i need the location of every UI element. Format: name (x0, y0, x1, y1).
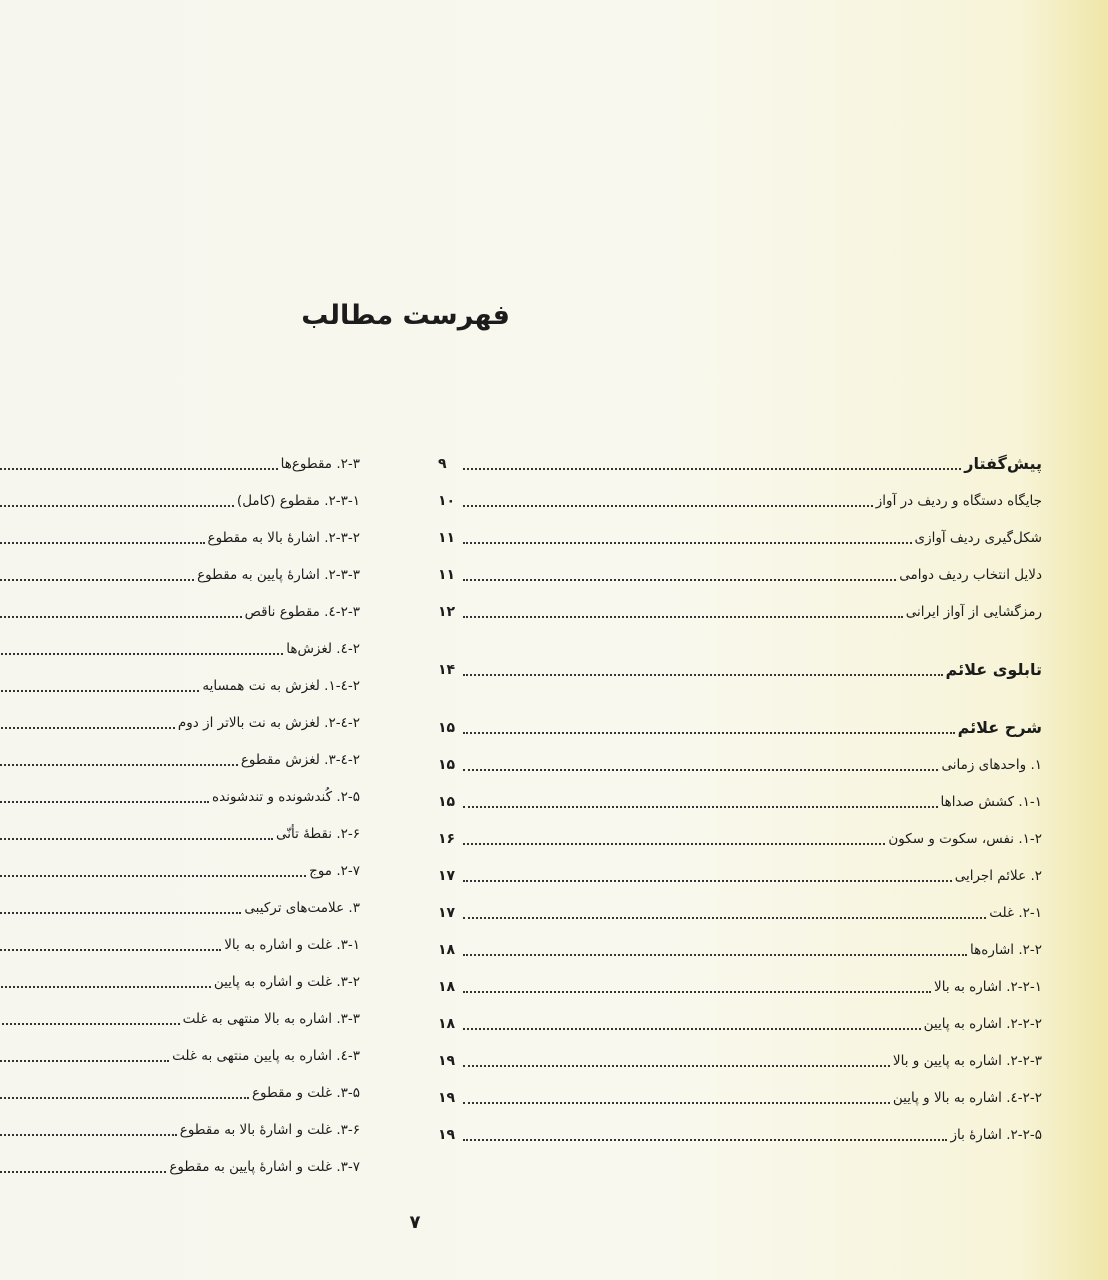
dot-leader (0, 616, 242, 618)
toc-entry-title: ۲-۵. کُندشونده و تندشونده (212, 788, 360, 805)
toc-entry (438, 556, 1042, 593)
dot-leader (463, 1028, 921, 1030)
toc-entry-page: ۱۴ (438, 661, 456, 678)
dot-leader (0, 986, 211, 988)
toc-entry (0, 926, 360, 963)
toc-entry-page: ۱۶ (438, 830, 456, 847)
toc-entry-title: ۳-٤. اشاره به پایین منتهی به غلت (172, 1047, 360, 1064)
toc-entry-title: ۲. علائم اجرایی (954, 867, 1042, 884)
toc-entry (0, 963, 360, 1000)
toc-entry (0, 556, 360, 593)
toc-entry-page: ۱۹ (438, 1089, 456, 1106)
toc-entry-title: شرح علائم (957, 718, 1042, 737)
toc-entry-page: ۱۵ (438, 719, 456, 736)
toc-entry-title: ۱-۲. نفس، سکوت و سکون (888, 830, 1042, 847)
dot-leader (0, 542, 205, 544)
toc-entry-title: ۲-۶. نقطهٔ تأنّی (275, 825, 360, 842)
toc-entry (0, 667, 360, 704)
toc-entry (438, 783, 1042, 820)
toc-entry-title: ۲-۷. موج (309, 862, 360, 879)
dot-leader (463, 991, 931, 993)
toc-entry (0, 1000, 360, 1037)
dot-leader (0, 690, 199, 692)
toc-entry (438, 1079, 1042, 1116)
toc-entry (0, 889, 360, 926)
dot-leader (0, 912, 241, 914)
dot-leader (463, 468, 961, 470)
toc-entry-page: ۹ (438, 455, 447, 472)
toc-entry (438, 519, 1042, 556)
toc-entry (0, 482, 360, 519)
toc-entry-title: ۲-٤-۲. لغزش به نت بالاتر از دوم (177, 714, 360, 731)
dot-leader (463, 542, 912, 544)
dot-leader (463, 1102, 890, 1104)
toc-left-column (0, 445, 360, 1185)
toc-entry (0, 1037, 360, 1074)
toc-entry (0, 852, 360, 889)
toc-entry (0, 778, 360, 815)
toc-entry (0, 519, 360, 556)
dot-leader (463, 806, 938, 808)
toc-entry (438, 857, 1042, 894)
toc-entry-title: جایگاه دستگاه و ردیف در آواز (875, 492, 1042, 509)
dot-leader (0, 1097, 249, 1099)
toc-entry-page: ۱۱ (438, 566, 456, 583)
toc-entry (0, 815, 360, 852)
toc-entry-title: رمزگشایی از آواز ایرانی (905, 603, 1042, 620)
toc-entry-title: ۲-٤-۳. لغزش مقطوع (240, 751, 360, 768)
toc-entry-title: ۳-۵. غلت و مقطوع (251, 1084, 360, 1101)
toc-entry (0, 593, 360, 630)
page-number: ۷ (409, 1212, 421, 1233)
toc-entry (0, 741, 360, 778)
toc-entry-title: ۳-۱. غلت و اشاره به بالا (224, 936, 360, 953)
dot-leader (0, 949, 221, 951)
dot-leader (0, 505, 234, 507)
toc-entry (0, 1111, 360, 1148)
toc-entry (438, 746, 1042, 783)
toc-entry-page: ۱۹ (438, 1126, 456, 1143)
toc-entry-title: ۲-۲. اشاره‌ها (970, 941, 1042, 958)
dot-leader (0, 1134, 177, 1136)
toc-entry (0, 1074, 360, 1111)
dot-leader (0, 1060, 169, 1062)
toc-entry-title: پیش‌گفتار (964, 454, 1042, 473)
dot-leader (0, 1171, 166, 1173)
dot-leader (463, 1065, 890, 1067)
toc-entry (438, 931, 1042, 968)
toc-entry-title: دلایل انتخاب ردیف دوامی (899, 566, 1042, 583)
dot-leader (0, 1023, 180, 1025)
dot-leader (0, 579, 194, 581)
toc-entry-title: ۳-۳. اشاره به بالا منتهی به غلت (182, 1010, 360, 1027)
dot-leader (463, 880, 952, 882)
toc-entry-title: ۲-۲-۱. اشاره به بالا (934, 978, 1042, 995)
dot-leader (0, 468, 278, 470)
toc-entry-title: ۲-۳. مقطوع‌ها (280, 455, 360, 472)
toc-entry-title: ۳-۶. غلت و اشارهٔ بالا به مقطوع (179, 1121, 360, 1138)
dot-leader (463, 579, 896, 581)
toc-entry-title: ۱. واحدهای زمانی (941, 756, 1042, 773)
toc-entry-page: ۱۱ (438, 529, 456, 546)
toc-entry-title: ۱-۱. کشش صداها (940, 793, 1042, 810)
toc-entry-title: ۲-۲-٤. اشاره به بالا و پایین (892, 1089, 1042, 1106)
toc-entry-title: ۲-۲-۳. اشاره به پایین و بالا (892, 1052, 1042, 1069)
toc-entry-page: ۱۹ (438, 1052, 456, 1069)
toc-entry (438, 445, 1042, 482)
toc-entry-page: ۱۲ (438, 603, 456, 620)
toc-entry-page: ۱۰ (438, 492, 456, 509)
dot-leader (463, 674, 943, 676)
toc-entry (438, 709, 1042, 746)
toc-entry-title: ۳-۷. غلت و اشارهٔ پایین به مقطوع (169, 1158, 360, 1175)
toc-entry-title: ۲-۳-۳. اشارهٔ پایین به مقطوع (197, 566, 360, 583)
dot-leader (463, 616, 903, 618)
dot-leader (463, 505, 873, 507)
page-title: فهرست مطالب (301, 300, 510, 331)
dot-leader (0, 653, 283, 655)
toc-entry-title: ۲-۳-٤. مقطوع ناقص (244, 603, 360, 620)
toc-entry-title: شکل‌گیری ردیف آوازی (914, 529, 1042, 546)
toc-entry (438, 1005, 1042, 1042)
toc-right-column (438, 445, 1042, 1153)
toc-entry (438, 651, 1042, 688)
toc-entry-title: ۲-۲-۵. اشارهٔ باز (950, 1126, 1042, 1143)
dot-leader (0, 764, 238, 766)
toc-entry-title: ۲-۱. غلت (989, 904, 1042, 921)
toc-entry-title: ۲-۳-۲. اشارهٔ بالا به مقطوع (207, 529, 360, 546)
toc-entry-title: ۳. علامت‌های ترکیبی (244, 899, 360, 916)
dot-leader (463, 917, 986, 919)
toc-entry (0, 1148, 360, 1185)
dot-leader (0, 727, 175, 729)
toc-entry (438, 894, 1042, 931)
toc-entry-title: تابلوی علائم (945, 660, 1042, 679)
toc-entry (438, 820, 1042, 857)
dot-leader (0, 875, 306, 877)
toc-entry (0, 630, 360, 667)
toc-entry-title: ۲-٤. لغزش‌ها (286, 640, 360, 657)
toc-entry-page: ۱۵ (438, 793, 456, 810)
dot-leader (463, 732, 955, 734)
dot-leader (463, 1139, 947, 1141)
toc-entry (0, 704, 360, 741)
toc-entry-page: ۱۷ (438, 904, 456, 921)
toc-entry-page: ۱۷ (438, 867, 456, 884)
toc-entry (438, 1116, 1042, 1153)
toc-entry-page: ۱۸ (438, 978, 456, 995)
toc-entry (438, 968, 1042, 1005)
toc-entry-page: ۱۵ (438, 756, 456, 773)
toc-entry-title: ۲-۲-۲. اشاره به پایین (923, 1015, 1042, 1032)
dot-leader (463, 843, 885, 845)
dot-leader (0, 801, 209, 803)
toc-entry (438, 482, 1042, 519)
toc-entry-title: ۲-۳-۱. مقطوع (کامل) (236, 492, 360, 509)
toc-entry-title: ۲-٤-۱. لغزش به نت همسایه (202, 677, 360, 694)
toc-entry-page: ۱۸ (438, 941, 456, 958)
toc-entry-page: ۱۸ (438, 1015, 456, 1032)
toc-entry (0, 445, 360, 482)
dot-leader (0, 838, 273, 840)
toc-entry (438, 593, 1042, 630)
dot-leader (463, 769, 938, 771)
toc-entry-title: ۳-۲. غلت و اشاره به پایین (213, 973, 360, 990)
dot-leader (463, 954, 967, 956)
toc-entry (438, 1042, 1042, 1079)
